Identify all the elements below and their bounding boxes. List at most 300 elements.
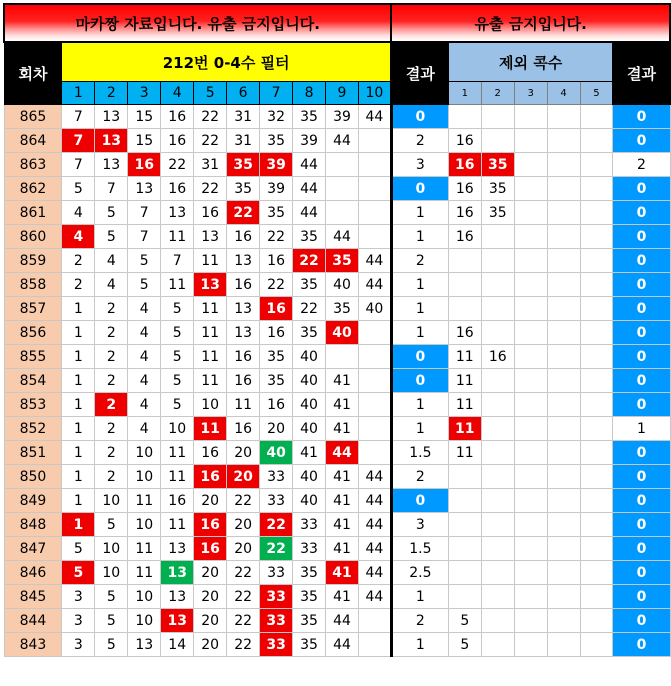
exclude-number-cell: 11 (448, 369, 481, 393)
round-cell: 857 (4, 297, 62, 321)
exclude-number-cell (481, 537, 514, 561)
exclude-number-cell (481, 129, 514, 153)
filter-number-cell: 4 (62, 201, 95, 225)
result2-cell: 0 (613, 441, 670, 465)
filter-number-cell: 39 (260, 177, 293, 201)
filter-number-cell: 10 (128, 441, 161, 465)
filter-number-cell: 20 (194, 585, 227, 609)
filter-number-cell: 40 (358, 297, 391, 321)
exclude-number-cell (547, 633, 580, 657)
filter-number-cell: 7 (128, 225, 161, 249)
filter-number-cell: 22 (260, 513, 293, 537)
exclude-number-cell (580, 273, 613, 297)
exclude-number-cell (514, 345, 547, 369)
filter-number-cell: 20 (227, 513, 260, 537)
table-row (4, 249, 670, 273)
round-cell: 852 (4, 417, 62, 441)
filter-number-cell: 1 (62, 513, 95, 537)
filter-number-cell: 33 (260, 561, 293, 585)
filter-number-cell (358, 369, 391, 393)
filter-number-cell (358, 321, 391, 345)
exclude-number-cell (448, 297, 481, 321)
result-cell: 0 (391, 177, 448, 201)
table-row (4, 297, 670, 321)
banner-left: 마카짱 자료입니다. 유출 금지입니다. (4, 4, 391, 42)
filter-number-cell: 20 (194, 633, 227, 657)
filter-col-7: 7 (260, 82, 293, 105)
filter-number-cell: 35 (326, 249, 359, 273)
result2-cell: 0 (613, 321, 670, 345)
filter-number-cell (326, 153, 359, 177)
filter-number-cell: 40 (326, 273, 359, 297)
filter-number-cell: 3 (62, 585, 95, 609)
exclude-number-cell (547, 609, 580, 633)
result2-cell: 0 (613, 513, 670, 537)
round-cell: 853 (4, 393, 62, 417)
exclude-number-cell (547, 441, 580, 465)
exclude-number-cell (514, 153, 547, 177)
filter-number-cell: 20 (260, 417, 293, 441)
filter-number-cell: 11 (161, 513, 194, 537)
result2-cell: 0 (613, 105, 670, 129)
exclude-number-cell (481, 393, 514, 417)
filter-number-cell: 22 (227, 561, 260, 585)
filter-col-8: 8 (293, 82, 326, 105)
exclude-number-cell (514, 513, 547, 537)
filter-number-cell: 2 (62, 273, 95, 297)
filter-number-cell: 13 (227, 249, 260, 273)
result-cell: 2 (391, 129, 448, 153)
filter-number-cell: 10 (128, 465, 161, 489)
result2-cell: 0 (613, 489, 670, 513)
exclude-number-cell: 16 (448, 153, 481, 177)
filter-number-cell: 5 (95, 225, 128, 249)
exclude-number-cell (448, 561, 481, 585)
filter-number-cell (326, 201, 359, 225)
filter-number-cell: 5 (95, 513, 128, 537)
filter-number-cell: 11 (194, 417, 227, 441)
filter-number-cell: 13 (128, 633, 161, 657)
filter-number-cell: 16 (260, 393, 293, 417)
exclude-number-cell (481, 561, 514, 585)
filter-number-cell: 44 (358, 537, 391, 561)
table-row (4, 345, 670, 369)
round-cell: 861 (4, 201, 62, 225)
exclude-col-3: 3 (514, 82, 547, 105)
filter-number-cell: 16 (161, 489, 194, 513)
filter-number-cell: 10 (161, 417, 194, 441)
filter-number-cell: 44 (358, 585, 391, 609)
filter-number-cell: 35 (293, 273, 326, 297)
filter-number-cell: 5 (95, 609, 128, 633)
exclude-number-cell (514, 369, 547, 393)
round-cell: 856 (4, 321, 62, 345)
filter-number-cell: 22 (293, 249, 326, 273)
filter-number-cell (358, 201, 391, 225)
round-cell: 849 (4, 489, 62, 513)
result-cell: 1 (391, 321, 448, 345)
filter-number-cell: 41 (326, 585, 359, 609)
filter-number-cell: 41 (293, 441, 326, 465)
filter-number-cell (358, 441, 391, 465)
filter-number-cell: 16 (227, 369, 260, 393)
filter-number-cell: 22 (227, 201, 260, 225)
filter-number-cell: 11 (194, 321, 227, 345)
exclude-number-cell (448, 513, 481, 537)
round-cell: 847 (4, 537, 62, 561)
filter-number-cell: 40 (293, 489, 326, 513)
filter-number-cell: 11 (161, 273, 194, 297)
exclude-number-cell (580, 441, 613, 465)
filter-number-cell: 20 (194, 489, 227, 513)
round-cell: 851 (4, 441, 62, 465)
exclude-number-cell (547, 345, 580, 369)
exclude-number-cell: 5 (448, 633, 481, 657)
filter-number-cell: 1 (62, 441, 95, 465)
result-cell: 2 (391, 465, 448, 489)
filter-number-cell: 44 (326, 129, 359, 153)
filter-number-cell: 16 (227, 225, 260, 249)
filter-number-cell: 4 (128, 345, 161, 369)
filter-number-cell: 1 (62, 321, 95, 345)
filter-number-cell: 3 (62, 633, 95, 657)
filter-number-cell: 35 (293, 609, 326, 633)
exclude-number-cell (547, 297, 580, 321)
filter-number-cell: 44 (358, 561, 391, 585)
filter-number-cell: 16 (227, 417, 260, 441)
exclude-number-cell (547, 153, 580, 177)
table-row (4, 201, 670, 225)
exclude-number-cell (547, 129, 580, 153)
filter-col-9: 9 (326, 82, 359, 105)
filter-number-cell: 22 (260, 537, 293, 561)
filter-number-cell: 1 (62, 489, 95, 513)
filter-number-cell: 2 (62, 249, 95, 273)
filter-number-cell: 22 (227, 585, 260, 609)
filter-number-cell: 22 (161, 153, 194, 177)
exclude-number-cell (448, 537, 481, 561)
exclude-title: 제외 콕수 (448, 42, 613, 82)
table-row (4, 393, 670, 417)
exclude-number-cell (514, 273, 547, 297)
result2-cell: 0 (613, 177, 670, 201)
exclude-number-cell (580, 417, 613, 441)
filter-number-cell: 16 (128, 153, 161, 177)
filter-number-cell: 35 (293, 633, 326, 657)
exclude-number-cell: 16 (481, 345, 514, 369)
exclude-number-cell (514, 537, 547, 561)
filter-number-cell: 40 (293, 345, 326, 369)
filter-number-cell: 16 (194, 201, 227, 225)
filter-number-cell: 11 (194, 249, 227, 273)
filter-number-cell (358, 609, 391, 633)
result-cell: 2 (391, 249, 448, 273)
filter-number-cell (358, 417, 391, 441)
filter-number-cell: 1 (62, 369, 95, 393)
filter-number-cell: 22 (227, 633, 260, 657)
table-row (4, 537, 670, 561)
round-cell: 864 (4, 129, 62, 153)
exclude-number-cell (580, 225, 613, 249)
filter-number-cell: 2 (95, 441, 128, 465)
exclude-number-cell (580, 129, 613, 153)
filter-number-cell: 33 (260, 489, 293, 513)
filter-number-cell: 4 (128, 321, 161, 345)
filter-number-cell: 11 (161, 441, 194, 465)
exclude-number-cell: 16 (448, 177, 481, 201)
exclude-number-cell (514, 561, 547, 585)
filter-number-cell: 13 (95, 129, 128, 153)
exclude-number-cell (481, 489, 514, 513)
result-cell: 1 (391, 393, 448, 417)
exclude-number-cell (580, 633, 613, 657)
filter-number-cell: 20 (227, 441, 260, 465)
filter-number-cell: 4 (128, 393, 161, 417)
result2-cell: 0 (613, 633, 670, 657)
exclude-number-cell (514, 489, 547, 513)
exclude-number-cell (481, 369, 514, 393)
filter-number-cell: 4 (95, 273, 128, 297)
exclude-number-cell (481, 513, 514, 537)
filter-number-cell: 39 (260, 153, 293, 177)
filter-number-cell: 2 (95, 393, 128, 417)
exclude-number-cell (547, 273, 580, 297)
filter-number-cell: 2 (95, 465, 128, 489)
result2-cell: 0 (613, 537, 670, 561)
exclude-number-cell (481, 465, 514, 489)
filter-number-cell: 13 (161, 537, 194, 561)
exclude-number-cell: 35 (481, 177, 514, 201)
filter-number-cell: 7 (95, 177, 128, 201)
filter-number-cell: 1 (62, 393, 95, 417)
filter-number-cell: 33 (260, 633, 293, 657)
filter-number-cell: 22 (227, 489, 260, 513)
round-cell: 846 (4, 561, 62, 585)
round-cell: 845 (4, 585, 62, 609)
exclude-number-cell (580, 561, 613, 585)
exclude-number-cell (481, 585, 514, 609)
filter-number-cell: 10 (95, 561, 128, 585)
exclude-number-cell (514, 393, 547, 417)
filter-number-cell: 11 (161, 225, 194, 249)
lottery-filter-table (3, 3, 671, 657)
filter-col-1: 1 (62, 82, 95, 105)
filter-number-cell (358, 633, 391, 657)
filter-number-cell: 2 (95, 297, 128, 321)
filter-number-cell: 39 (326, 105, 359, 129)
result-cell: 1 (391, 585, 448, 609)
filter-number-cell: 7 (62, 129, 95, 153)
filter-number-cell: 15 (128, 129, 161, 153)
exclude-number-cell: 5 (448, 609, 481, 633)
exclude-col-1: 1 (448, 82, 481, 105)
filter-number-cell: 10 (95, 537, 128, 561)
table-row (4, 177, 670, 201)
table-row (4, 417, 670, 441)
filter-number-cell: 35 (293, 561, 326, 585)
filter-number-cell: 35 (260, 345, 293, 369)
filter-number-cell: 10 (95, 489, 128, 513)
result-header: 결과 (391, 42, 448, 105)
exclude-number-cell (547, 105, 580, 129)
filter-number-cell: 20 (227, 537, 260, 561)
exclude-number-cell (580, 369, 613, 393)
result2-cell: 0 (613, 465, 670, 489)
filter-number-cell: 7 (128, 201, 161, 225)
table-row (4, 153, 670, 177)
exclude-number-cell (547, 201, 580, 225)
filter-number-cell: 5 (95, 585, 128, 609)
filter-number-cell: 1 (62, 417, 95, 441)
result2-cell: 0 (613, 129, 670, 153)
exclude-number-cell (514, 225, 547, 249)
round-cell: 865 (4, 105, 62, 129)
filter-number-cell: 13 (95, 153, 128, 177)
exclude-number-cell (448, 585, 481, 609)
round-cell: 855 (4, 345, 62, 369)
filter-number-cell: 33 (260, 609, 293, 633)
exclude-number-cell (481, 609, 514, 633)
result2-cell: 0 (613, 561, 670, 585)
filter-number-cell: 39 (293, 129, 326, 153)
filter-number-cell: 16 (260, 249, 293, 273)
filter-number-cell: 44 (293, 201, 326, 225)
filter-number-cell: 41 (326, 537, 359, 561)
table-row (4, 441, 670, 465)
exclude-number-cell (547, 561, 580, 585)
filter-number-cell (358, 177, 391, 201)
exclude-number-cell (580, 345, 613, 369)
exclude-number-cell (580, 513, 613, 537)
filter-number-cell: 16 (227, 345, 260, 369)
table-row (4, 609, 670, 633)
exclude-number-cell (547, 585, 580, 609)
filter-number-cell: 20 (194, 609, 227, 633)
exclude-number-cell (448, 273, 481, 297)
filter-number-cell: 16 (227, 273, 260, 297)
filter-number-cell: 11 (194, 297, 227, 321)
filter-number-cell: 44 (358, 273, 391, 297)
table-row (4, 105, 670, 129)
filter-number-cell: 7 (62, 105, 95, 129)
result-cell: 1 (391, 633, 448, 657)
filter-number-cell: 5 (161, 345, 194, 369)
filter-number-cell: 16 (161, 105, 194, 129)
result2-cell: 0 (613, 225, 670, 249)
filter-number-cell: 7 (161, 249, 194, 273)
exclude-number-cell: 16 (448, 201, 481, 225)
filter-number-cell: 40 (326, 321, 359, 345)
exclude-number-cell (580, 249, 613, 273)
result-cell: 3 (391, 513, 448, 537)
result-cell: 3 (391, 153, 448, 177)
filter-number-cell (326, 177, 359, 201)
round-cell: 854 (4, 369, 62, 393)
filter-number-cell: 16 (194, 465, 227, 489)
exclude-number-cell: 35 (481, 201, 514, 225)
filter-number-cell: 11 (194, 345, 227, 369)
filter-col-5: 5 (194, 82, 227, 105)
filter-number-cell: 22 (194, 105, 227, 129)
exclude-number-cell (547, 465, 580, 489)
exclude-number-cell (580, 321, 613, 345)
result-cell: 0 (391, 345, 448, 369)
table-row (4, 513, 670, 537)
filter-number-cell: 35 (293, 105, 326, 129)
result-cell: 1 (391, 417, 448, 441)
filter-number-cell: 41 (326, 393, 359, 417)
result-cell: 1 (391, 201, 448, 225)
filter-number-cell: 32 (260, 105, 293, 129)
filter-number-cell: 22 (194, 129, 227, 153)
filter-number-cell: 33 (293, 537, 326, 561)
filter-number-cell: 11 (128, 561, 161, 585)
table-row (4, 633, 670, 657)
filter-number-cell: 11 (128, 537, 161, 561)
round-cell: 858 (4, 273, 62, 297)
filter-number-cell: 1 (62, 297, 95, 321)
result2-cell: 0 (613, 297, 670, 321)
exclude-number-cell (547, 489, 580, 513)
filter-number-cell: 5 (95, 633, 128, 657)
filter-number-cell: 40 (293, 369, 326, 393)
table-row (4, 561, 670, 585)
exclude-number-cell: 16 (448, 225, 481, 249)
result2-cell: 0 (613, 609, 670, 633)
filter-number-cell: 1 (62, 345, 95, 369)
filter-number-cell: 44 (326, 633, 359, 657)
filter-number-cell (326, 345, 359, 369)
result-cell: 1.5 (391, 537, 448, 561)
filter-number-cell: 5 (128, 273, 161, 297)
result-cell: 1 (391, 273, 448, 297)
exclude-number-cell (580, 201, 613, 225)
filter-number-cell: 41 (326, 369, 359, 393)
result2-cell: 0 (613, 393, 670, 417)
exclude-number-cell (580, 177, 613, 201)
exclude-number-cell (547, 249, 580, 273)
filter-number-cell: 35 (227, 153, 260, 177)
filter-number-cell: 11 (227, 393, 260, 417)
exclude-number-cell (547, 537, 580, 561)
exclude-number-cell (514, 129, 547, 153)
exclude-number-cell (514, 633, 547, 657)
exclude-number-cell (481, 633, 514, 657)
exclude-number-cell: 11 (448, 345, 481, 369)
filter-number-cell: 35 (227, 177, 260, 201)
result-cell: 0 (391, 369, 448, 393)
exclude-number-cell (448, 105, 481, 129)
exclude-number-cell (481, 225, 514, 249)
filter-number-cell: 16 (260, 297, 293, 321)
filter-number-cell: 44 (358, 249, 391, 273)
filter-col-2: 2 (95, 82, 128, 105)
table-row (4, 489, 670, 513)
filter-number-cell: 10 (128, 513, 161, 537)
filter-number-cell: 10 (128, 585, 161, 609)
filter-number-cell: 2 (95, 369, 128, 393)
filter-number-cell: 33 (260, 585, 293, 609)
result2-cell: 0 (613, 273, 670, 297)
filter-number-cell: 33 (260, 465, 293, 489)
exclude-number-cell (514, 249, 547, 273)
exclude-col-2: 2 (481, 82, 514, 105)
filter-number-cell: 40 (293, 465, 326, 489)
exclude-number-cell (514, 417, 547, 441)
filter-number-cell: 35 (293, 321, 326, 345)
filter-number-cell: 20 (227, 465, 260, 489)
result-cell: 2 (391, 609, 448, 633)
